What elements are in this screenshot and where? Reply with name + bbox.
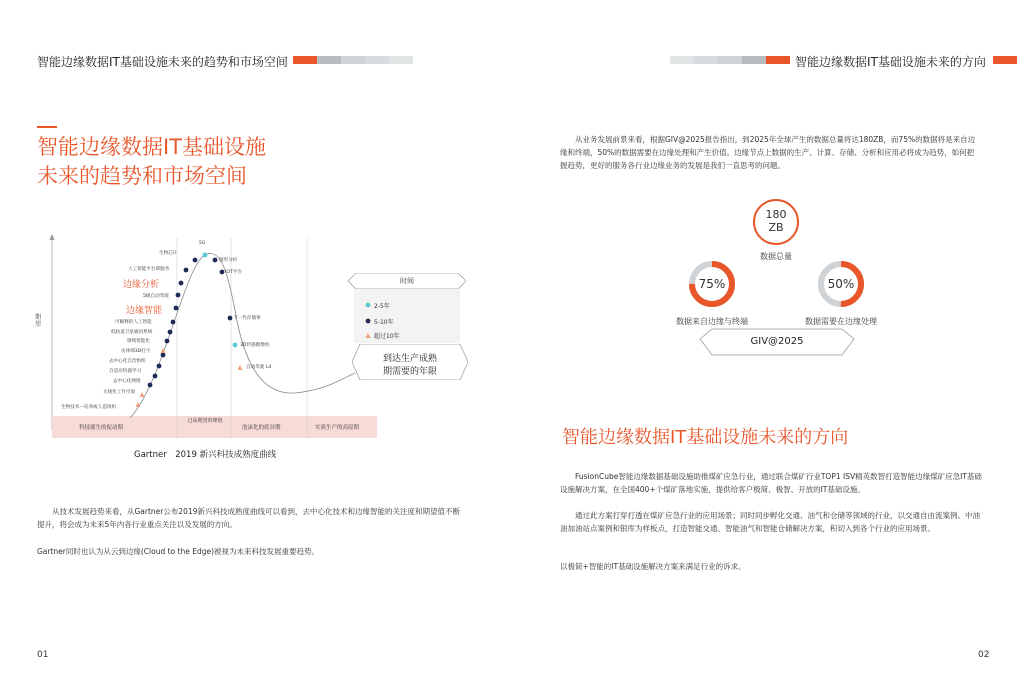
right-paragraph-2: 通过此方案打穿打透在煤矿应急行业的应用场景；同时同步孵化交通、油气和仓储等领域的行业，以交通自由流案例、中油油加油站点案例和银库为样板点，打造智能交通、智能油气和智能仓储解决方案，积切入到各个行业的应用场景。 — [560, 511, 980, 533]
legend-item: 2-5年 — [374, 303, 390, 310]
ring2-label: 数据需要在边缘处理 — [805, 317, 877, 326]
hype-label: 自适应机器学习 — [109, 369, 142, 374]
hype-label: 自动驾驶 L4 — [246, 365, 272, 370]
hype-label: 情绪智能化 — [127, 339, 150, 344]
legend-title: 时间 — [400, 277, 414, 285]
hype-label: 生物技术—培养或人造组织 — [61, 405, 117, 410]
hype-label: 无线化工作空间 — [103, 390, 136, 395]
left-paragraph-1: 从技术发展趋势来看，从Gartner公布2019新兴科技成熟度曲线可以看到，去中心化技术和边缘智能的关注度和期望值不断提升，将会成为未来5年内各行业重点关注以及发展的方向。 — [37, 507, 460, 529]
hype-label: 3D传感摄像机 — [240, 343, 270, 348]
left-paragraph-2: Gartner同时也认为从云到边缘(Cloud to the Edge)被视为未来科技发展重要趋势。 — [37, 547, 320, 556]
hype-label: 去中心化自治组织 — [109, 359, 146, 364]
chart-legend — [348, 273, 466, 343]
left-header-bar — [293, 56, 413, 64]
hype-label: 下一代存储事 — [233, 316, 261, 321]
chart-caption: Gartner 2019 新兴科技成熟度曲线 — [134, 450, 277, 460]
phase-label: 实质生产的高原期 — [315, 425, 360, 431]
right-intro-paragraph: 从业务发展前景来看，根据GIV@2025报告指出，到2025年全球产生的数据总量将达180ZB，而75%的数据将是来自边缘和终端，50%的数据需要在边缘处理和产生价值。边缘节点上数据的生产、计算、存储、分析和应用必将成为趋势，如何把握趋势，更好的服务各行业边缘业务的发展是我们一直思考的问题。 — [560, 135, 976, 170]
hype-label: 生物芯片 — [159, 251, 178, 256]
legend-item: 5-10年 — [374, 319, 394, 326]
hype-label: IOT平台 — [225, 270, 242, 275]
hype-label: 去中心化网络 — [113, 379, 141, 384]
left-header-title: 智能边缘数据IT基础设施未来的趋势和市场空间 — [37, 55, 288, 69]
data-infographic — [660, 195, 880, 365]
phase-label: 科技诞生的促动期 — [79, 425, 124, 431]
note-line-1: 到达生产成熟 — [382, 354, 437, 364]
right-header-title: 智能边缘数据IT基础设施未来的方向 — [795, 55, 986, 69]
note-line-2: 期需要的年限 — [382, 367, 437, 377]
hype-label: 仿体细3D打字 — [121, 349, 151, 354]
source-label: GIV@2025 — [750, 336, 804, 347]
right-section-title: 智能边缘数据IT基础设施未来的方向 — [562, 427, 849, 448]
right-paragraph-3: 以极简+智能的IT基础设施解决方案来满足行业的诉求。 — [560, 562, 746, 571]
left-title-line-2: 未来的趋势和市场空间 — [37, 164, 247, 188]
ring1-label: 数据来自边缘与终端 — [676, 317, 748, 326]
hype-label: 5级自动驾驶 — [143, 294, 169, 299]
hype-label: 低轨道卫星通讯系统 — [111, 330, 153, 335]
right-header-bar — [670, 56, 790, 64]
hype-label: 人工智能平台即服务 — [128, 267, 170, 272]
title-accent-rule — [37, 126, 57, 128]
page-number-right: 02 — [978, 650, 990, 660]
chart-note-box — [352, 344, 468, 380]
hype-highlight-label: 边缘智能 — [126, 306, 163, 316]
y-axis-label: 期望 — [35, 314, 42, 328]
phase-label: 过高期望的峰值 — [187, 418, 223, 424]
total-value-1: 180 — [765, 208, 787, 221]
legend-item: 超过10年 — [374, 333, 400, 340]
ring1-value: 75% — [698, 277, 726, 291]
hype-label: 图形分析 — [219, 258, 238, 263]
hype-label: 可解释的人工智能 — [115, 320, 152, 325]
total-label: 数据总量 — [760, 252, 792, 261]
left-title-line-1: 智能边缘数据IT基础设施 — [37, 135, 267, 159]
hype-highlight-label: 边缘分析 — [123, 280, 160, 290]
hype-label: 5G — [199, 241, 206, 246]
right-paragraph-1: FusionCube智能边缘数据基础设施助推煤矿应急行业，通过联合煤矿行业TOP1 ISV精英数智打造智能边缘煤矿应急IT基础设施解决方案，在全国400+个煤矿落地实施，提供给客户极简、极智、开放的IT基础设施。 — [560, 472, 982, 494]
total-value-2: ZB — [768, 221, 784, 234]
ring2-value: 50% — [827, 277, 855, 291]
phase-label: 泡沫化的底谷期 — [242, 425, 281, 431]
page-number-left: 01 — [37, 650, 49, 660]
right-header-accent — [993, 56, 1017, 64]
